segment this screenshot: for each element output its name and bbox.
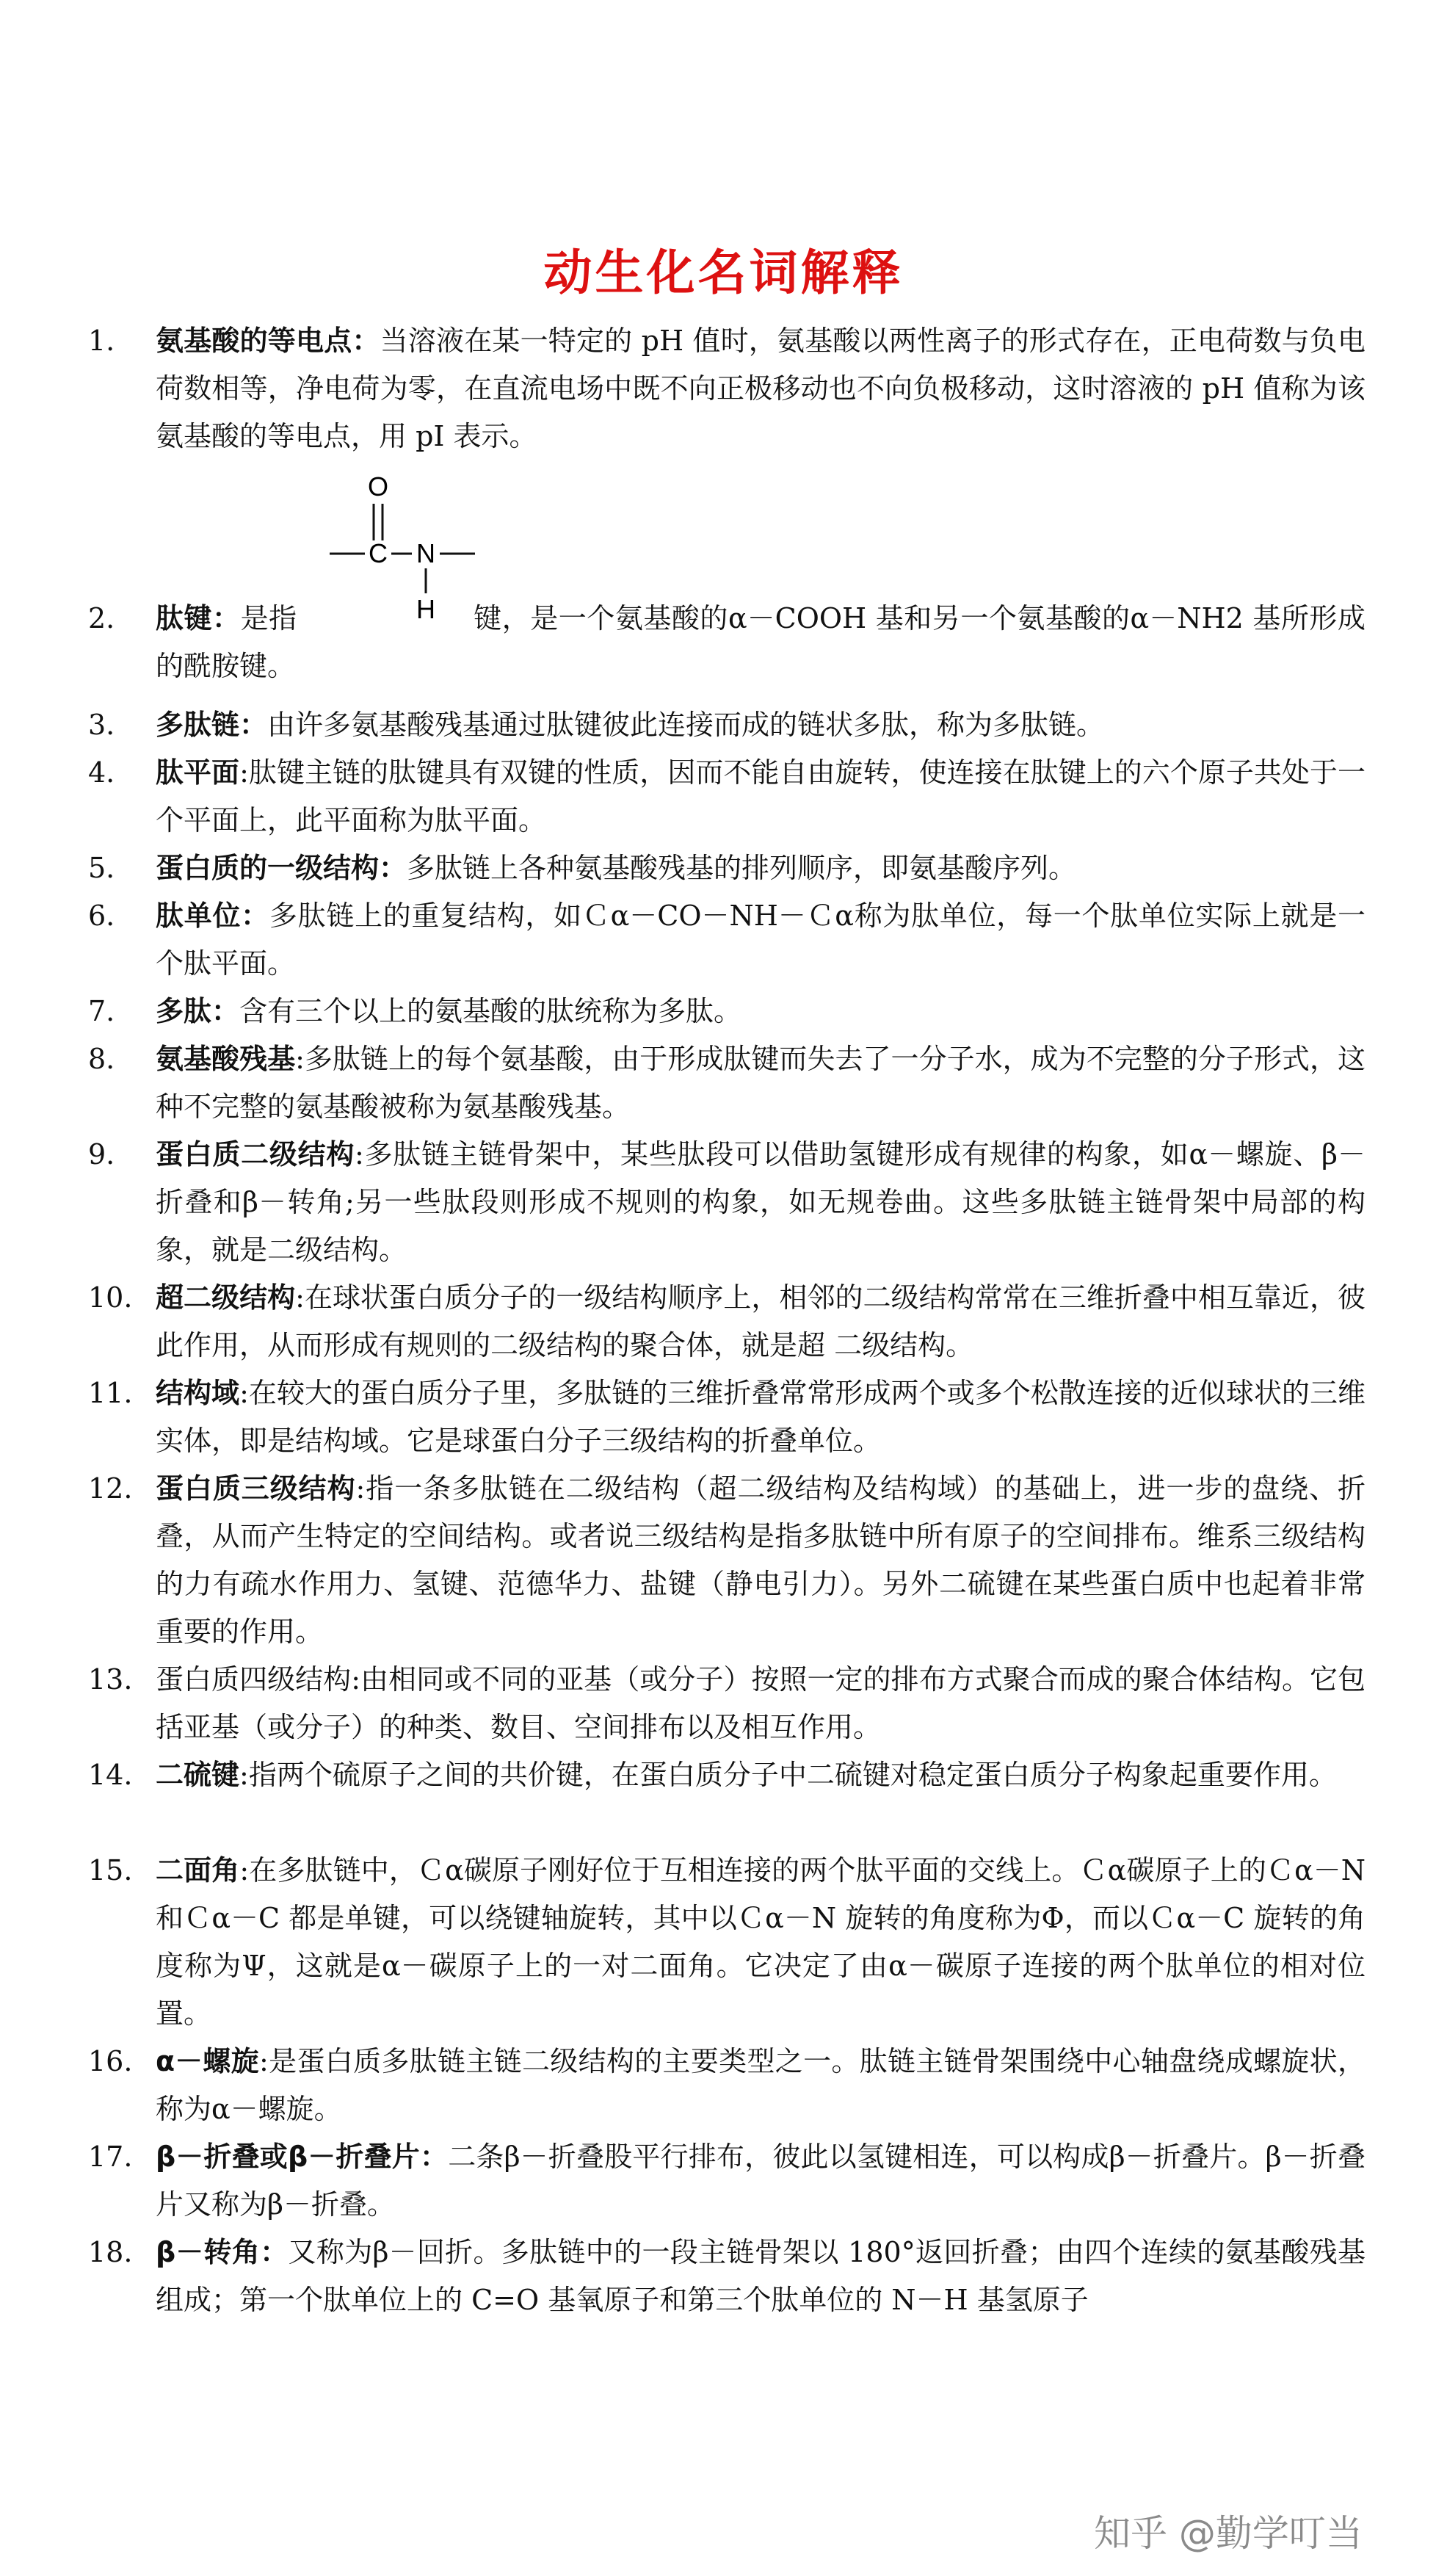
list-item: [88, 2038, 1366, 2133]
list-item: [88, 1274, 1366, 1370]
item-text: :在球状蛋白质分子的一级结构顺序上，相邻的二级结构常常在三维折叠中相互靠近，彼此作用，从而形成有规则的二级结构的聚合体，就是超 二级结构。: [156, 1281, 1366, 1361]
item-number: 12.: [88, 1472, 133, 1505]
item-term: β－转角：: [156, 2236, 289, 2268]
item-number: 18.: [88, 2236, 133, 2268]
item-term: 超二级结构: [156, 1281, 296, 1314]
item-text: 键，是一个氨基酸的α－COOH 基和另一个氨基酸的α－NH2 基所形成的酰胺键。: [156, 602, 1366, 682]
item-number: 4.: [88, 756, 115, 789]
item-term: β－折叠或β－折叠片：: [156, 2141, 449, 2173]
list-item: [88, 317, 1366, 460]
list-item: [88, 2229, 1366, 2324]
item-text: :在较大的蛋白质分子里，多肽链的三维折叠常常形成两个或多个松散连接的近似球状的三维实体，即是结构域。它是球蛋白分子三级结构的折叠单位。: [156, 1377, 1366, 1457]
item-text: 含有三个以上的氨基酸的肽统称为多肽。: [239, 995, 742, 1027]
item-number: 9.: [88, 1138, 115, 1171]
item-term: 多肽链：: [156, 709, 268, 741]
item-number: 1.: [88, 325, 115, 357]
item-term: 肽平面: [156, 756, 240, 789]
item-text: 多肽链上各种氨基酸残基的排列顺序，即氨基酸序列。: [407, 852, 1077, 884]
list-item: [88, 1847, 1366, 2038]
item-text: 由许多氨基酸残基通过肽键彼此连接而成的链状多肽，称为多肽链。: [267, 709, 1105, 741]
item-text: :多肽链上的每个氨基酸，由于形成肽键而失去了一分子水，成为不完整的分子形式，这种不完整的氨基酸被称为氨基酸残基。: [156, 1043, 1366, 1123]
list-item: [88, 1035, 1366, 1131]
list-item: [88, 988, 1366, 1035]
item-term: α－螺旋: [156, 2045, 260, 2077]
item-number: 11.: [88, 1377, 133, 1409]
item-term: 氨基酸残基: [156, 1043, 296, 1075]
list-item: [88, 892, 1366, 988]
item-number: 8.: [88, 1043, 115, 1075]
carbon-atom-label: C: [369, 538, 388, 568]
list-item: [88, 2133, 1366, 2229]
item-text: :肽键主链的肽键具有双键的性质，因而不能自由旋转，使连接在肽键上的六个原子共处于一个平面上，此平面称为肽平面。: [156, 756, 1366, 836]
item-text: :指一条多肽链在二级结构（超二级结构及结构域）的基础上，进一步的盘绕、折叠，从而产生特定的空间结构。或者说三级结构是指多肽链中所有原子的空间排布。维系三级结构的力有疏水作用力、氢键、范德华力、盐键（静电引力）。另外二硫键在某些蛋白质中也起着非常重要的作用。: [156, 1472, 1366, 1648]
item-number: 15.: [88, 1854, 133, 1886]
item-term: 二硫键: [156, 1759, 240, 1791]
item-number: 6.: [88, 900, 115, 932]
nitrogen-atom-label: N: [416, 538, 435, 568]
item-text: :是蛋白质多肽链主链二级结构的主要类型之一。肽链主链骨架围绕中心轴盘绕成螺旋状，称为α－螺旋。: [156, 2045, 1366, 2125]
item-term: 多肽：: [156, 995, 240, 1027]
list-item: [88, 701, 1366, 749]
item-text: 多肽链上的重复结构，如Ｃα－CO－NH－Ｃα称为肽单位，每一个肽单位实际上就是一个肽平面。: [156, 900, 1366, 980]
oxygen-atom-label: O: [367, 471, 389, 502]
item-number: 5.: [88, 852, 115, 884]
list-item: [88, 1656, 1366, 1751]
item-text: 二条β－折叠股平行排布，彼此以氢键相连，可以构成β－折叠片。β－折叠片又称为β－折叠。: [156, 2141, 1366, 2221]
item-text: :多肽链主链骨架中，某些肽段可以借助氢键形成有规律的构象，如α－螺旋、β－折叠和β－转角;另一些肽段则形成不规则的构象，如无规卷曲。这些多肽链主链骨架中局部的构象，就是二级结构。: [156, 1138, 1366, 1266]
item-term: 蛋白质二级结构: [156, 1138, 355, 1171]
item-text: 又称为β－回折。多肽链中的一段主链骨架以 180°返回折叠；由四个连续的氨基酸残基组成；第一个肽单位上的 C=O 基氧原子和第三个肽单位的 N－H 基氢原子: [156, 2236, 1366, 2316]
item-term: 肽键：: [156, 602, 241, 634]
item-term: 蛋白质三级结构: [156, 1472, 356, 1505]
watermark: 知乎 @勤学叮当: [1094, 2512, 1363, 2555]
item-text: :在多肽链中，Ｃα碳原子刚好位于互相连接的两个肽平面的交线上。Ｃα碳原子上的Ｃα－N 和Ｃα－C 都是单键，可以绕键轴旋转，其中以Ｃα－N 旋转的角度称为Φ，而以Ｃα－C 旋转的角度称为Ψ，这就是α－碳原子上的一对二面角。它决定了由α－碳原子连接的两个肽单位的相对位置。: [156, 1854, 1366, 2030]
list-item: [88, 749, 1366, 844]
item-number: 17.: [88, 2141, 133, 2173]
list-item: [88, 1370, 1366, 1465]
list-item: [88, 595, 1366, 690]
list-item: [88, 844, 1366, 892]
item-number: 14.: [88, 1759, 133, 1791]
list-item: [88, 1131, 1366, 1274]
list-item: [88, 1751, 1366, 1799]
item-term: 结构域: [156, 1377, 240, 1409]
item-number: 10.: [88, 1281, 133, 1314]
item-text: 是指: [240, 602, 297, 634]
item-number: 16.: [88, 2045, 133, 2077]
item-number: 2.: [88, 602, 115, 634]
item-number: 7.: [88, 995, 115, 1027]
item-number: 3.: [88, 709, 115, 741]
item-term: 蛋白质的一级结构：: [156, 852, 407, 884]
item-text: 当溶液在某一特定的 pH 值时，氨基酸以两性离子的形式存在，正电荷数与负电荷数相等，净电荷为零，在直流电场中既不向正极移动也不向负极移动，这时溶液的 pH 值称为该氨基酸的等电点，用 pI 表示。: [156, 325, 1366, 452]
document-title: 动生化名词解释: [543, 245, 904, 301]
item-term: 肽单位：: [156, 900, 269, 932]
item-term: 氨基酸的等电点：: [156, 325, 380, 357]
item-text: 蛋白质四级结构:由相同或不同的亚基（或分子）按照一定的排布方式聚合而成的聚合体结构。它包括亚基（或分子）的种类、数目、空间排布以及相互作用。: [156, 1663, 1366, 1743]
item-number: 13.: [88, 1663, 133, 1696]
item-text: :指两个硫原子之间的共价键，在蛋白质分子中二硫键对稳定蛋白质分子构象起重要作用。: [239, 1759, 1337, 1791]
item-term: 二面角: [156, 1854, 240, 1886]
list-item: [88, 1465, 1366, 1656]
hydrogen-atom-label: H: [416, 594, 435, 624]
